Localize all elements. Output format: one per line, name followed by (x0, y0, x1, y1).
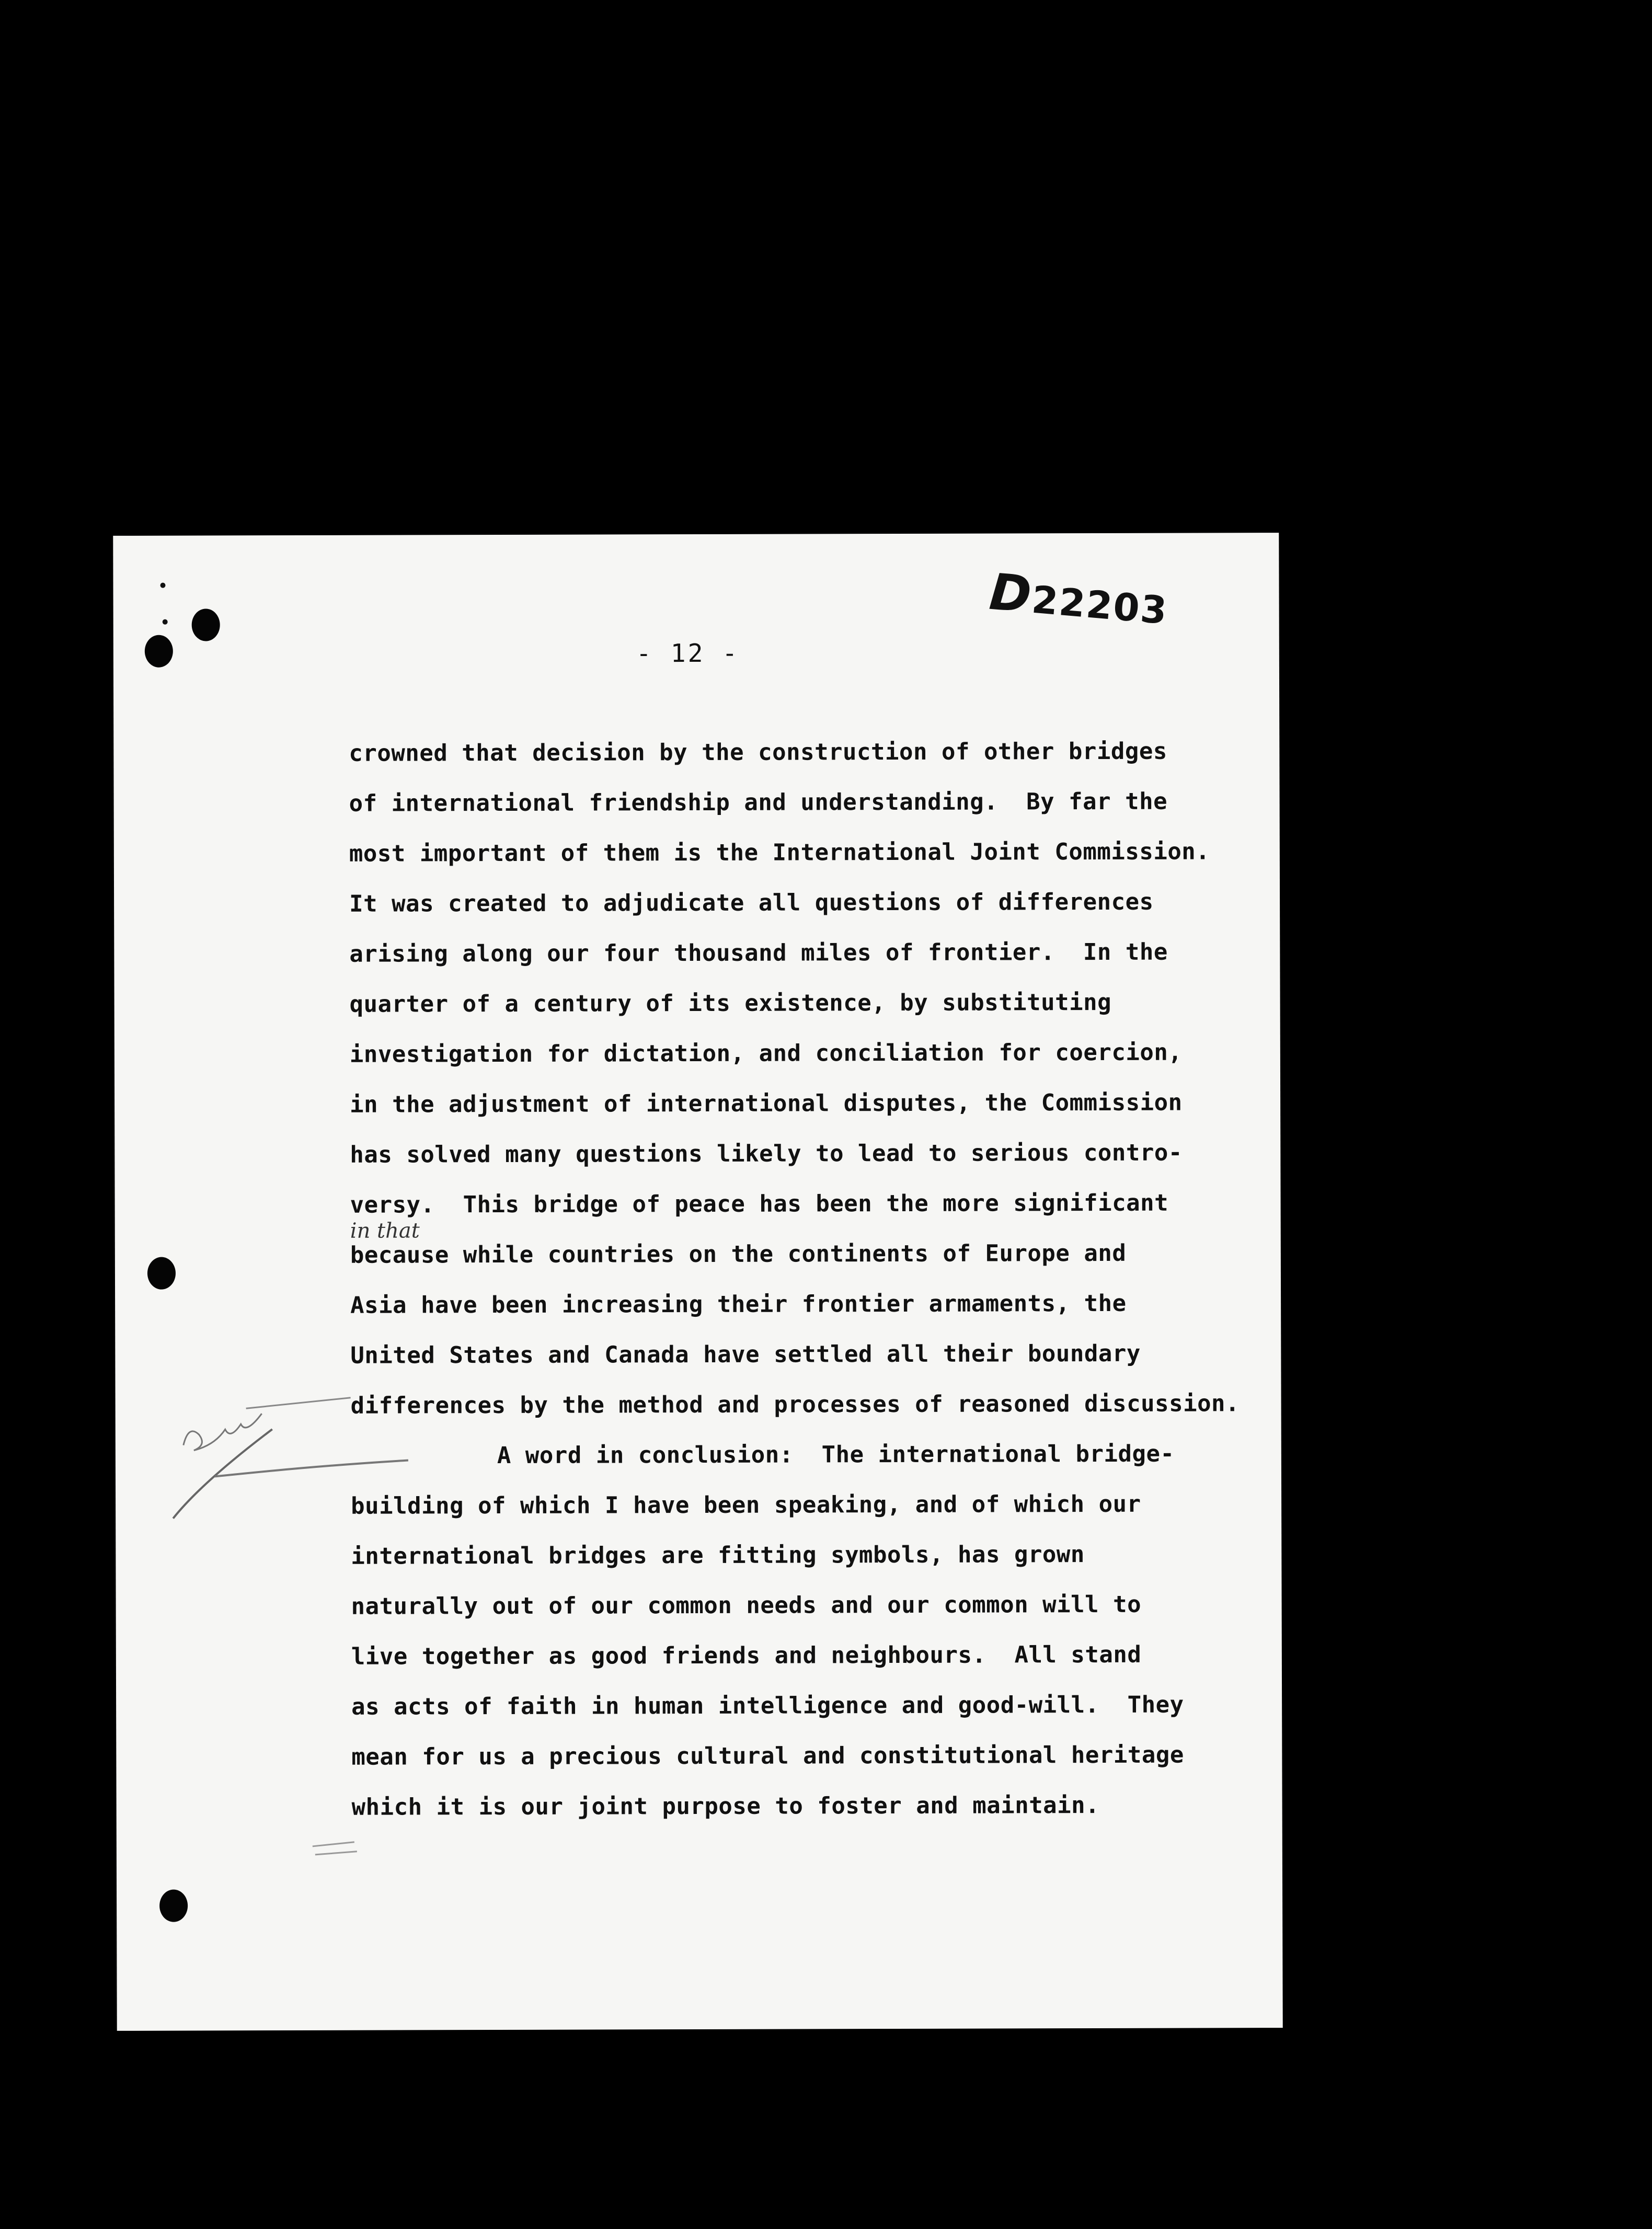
text-line: arising along our four thousand miles of frontier. In the (349, 938, 1168, 968)
handwritten-insert: in that (350, 1219, 420, 1243)
text-line: Asia have been increasing their frontier armaments, the (350, 1290, 1127, 1319)
punch-hole (159, 1890, 188, 1922)
text-line: as acts of faith in human intelligence and good-will. They (351, 1691, 1184, 1720)
text-line: naturally out of our common needs and our common will to (351, 1591, 1142, 1620)
text-line: because while countries on the continents of Europe and (350, 1239, 1127, 1269)
text-line: investigation for dictation, and conciliation for coercion, (349, 1039, 1183, 1068)
document-stamp-number: D22203 (987, 562, 1170, 633)
text-line: which it is our joint purpose to foster and maintain. (351, 1791, 1100, 1821)
text-line: has solved many questions likely to lead to serious contro- (350, 1139, 1183, 1168)
punch-hole (145, 635, 173, 668)
document-page (113, 533, 1282, 2031)
punch-hole (192, 608, 220, 641)
text-line: most important of them is the International Joint Commission. (349, 838, 1210, 867)
text-line: A word in conclusion: The international bridge- (497, 1440, 1175, 1469)
text-line: It was created to adjudicate all questions of differences (349, 888, 1154, 917)
body-text (349, 726, 1272, 1833)
margin-dash-mark (310, 1837, 362, 1863)
text-line: of international friendship and understanding. By far the (349, 788, 1168, 817)
page-number: - 12 - (636, 638, 740, 669)
text-line: United States and Canada have settled all their boundary (350, 1340, 1141, 1369)
text-line: mean for us a precious cultural and constitutional heritage (351, 1741, 1184, 1771)
punch-hole (147, 1257, 176, 1290)
text-line: versy. This bridge of peace has been the more significant (350, 1189, 1169, 1219)
punch-dot (160, 583, 165, 588)
text-line: in the adjustment of international disputes, the Commission (350, 1089, 1183, 1118)
text-line: crowned that decision by the construction of other bridges (349, 738, 1167, 767)
text-line: differences by the method and processes of reasoned discussion. (350, 1390, 1240, 1419)
text-line: building of which I have been speaking, and of which our (351, 1490, 1141, 1520)
text-line: quarter of a century of its existence, by substituting (349, 989, 1112, 1018)
punch-dot (163, 619, 168, 625)
text-line: live together as good friends and neighbours. All stand (351, 1641, 1142, 1670)
text-line: international bridges are fitting symbols, has grown (351, 1541, 1085, 1570)
